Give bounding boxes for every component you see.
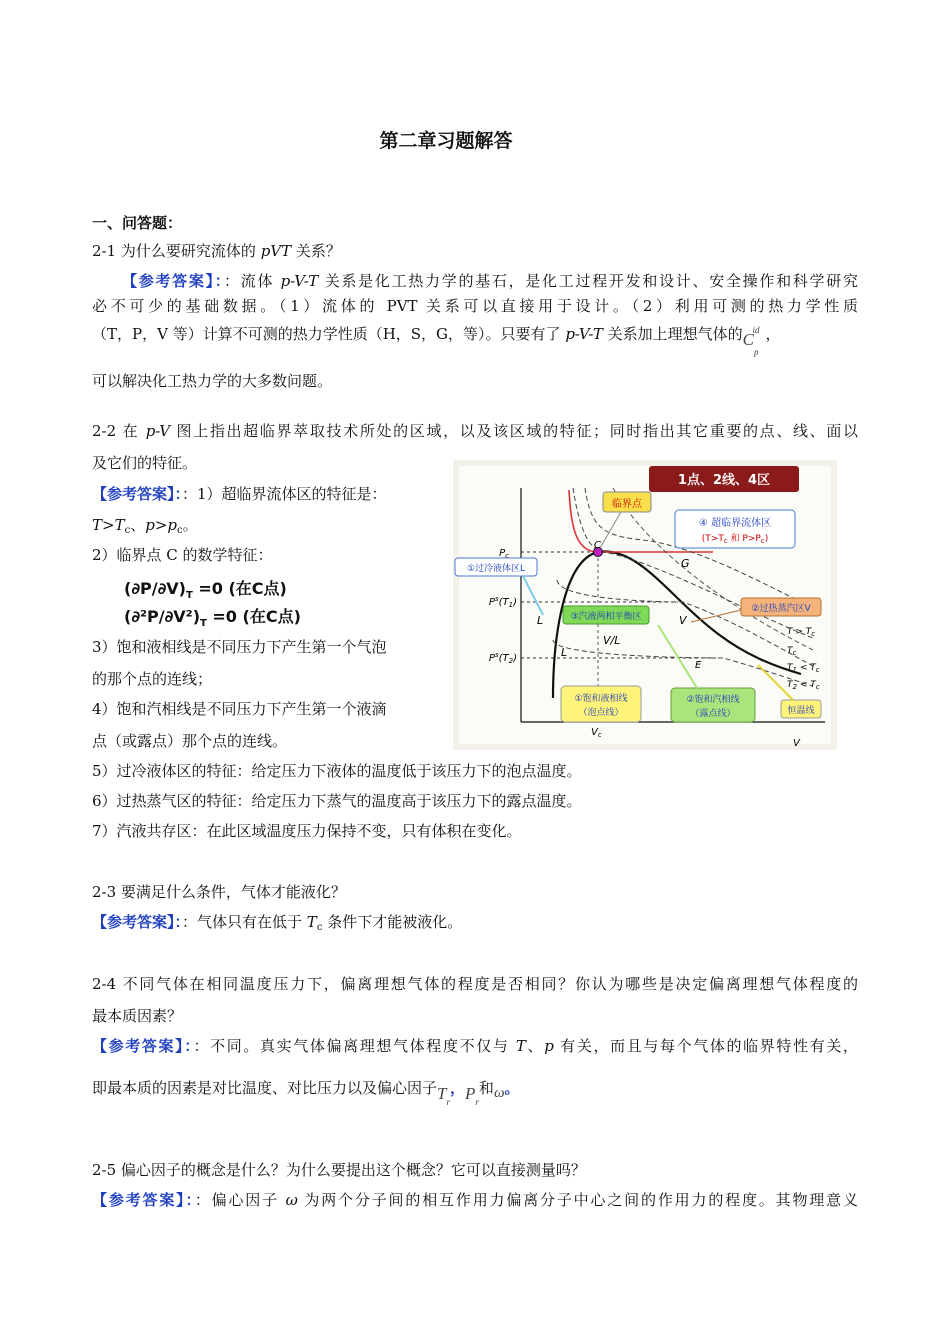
answer-2-1-line1: 【参考答案】：：流体 p-V-T 关系是化工热力学的基石，是化工过程开发和设计、安全操作和科学研究 [122, 272, 858, 290]
equation-2: $(\partial^2P/\partial V^2)_T =0$ (在C点) [124, 607, 301, 629]
g-label: G [681, 557, 690, 570]
question-2-5: 2-5 偏心因子的概念是什么？为什么要提出这个概念？它可以直接测量吗？ [92, 1161, 586, 1179]
section-heading: 一、问答题： [92, 214, 183, 232]
e-label: E [695, 660, 702, 671]
answer-2-2-3b: 的那个点的连线； [92, 670, 213, 688]
answer-2-4-line2: 即最本质的因素是对比温度、对比压力以及偏心因子$T_r$，$P_r$和ω。 [92, 1079, 520, 1107]
question-2-2-line1: 2-2 在 p-V 图上指出超临界萃取技术所处的区域，以及该区域的特征；同时指出其它重要的点、线、面以 [92, 422, 858, 440]
answer-2-2-6: 6）过热蒸气区的特征：给定压力下蒸气的温度高于该压力下的露点温度。 [92, 792, 582, 810]
answer-2-2-1: 【参考答案】：：1）超临界流体区的特征是： [92, 485, 387, 503]
superheated-label: ②过热蒸汽区V [751, 604, 811, 614]
question-2-1: 2-1 为什么要研究流体的 pVT 关系？ [92, 242, 341, 260]
isotherm-label-2: $T_c$ [787, 646, 797, 657]
l2-label: L [561, 646, 568, 659]
twophase-label: ③汽液两相平衡区 [570, 612, 642, 622]
satliq-label: ①饱和液相线 [574, 694, 628, 704]
satvap-sublabel: （露点线） [690, 709, 736, 719]
critical-point-label: 临界点 [612, 499, 642, 510]
answer-2-2-2: 2）临界点 C 的数学特征： [92, 546, 273, 564]
answer-2-2-4a: 4）饱和汽相线是不同压力下产生第一个液滴 [92, 700, 387, 718]
pc-label: $P_c$ [499, 548, 509, 560]
pv-diagram [453, 460, 837, 750]
v-point-label: V [679, 614, 687, 627]
question-2-4-line2: 最本质因素？ [92, 1007, 183, 1025]
isotherm-label-1: $T > T_c$ [787, 627, 816, 638]
isotherm-label-3: $T_1 < T_c$ [787, 663, 820, 674]
supercritical-label: ④ 超临界流体区 [698, 518, 772, 529]
vc-label: $V_c$ [591, 727, 602, 739]
ps1-label: $P^s(T_1)$ [488, 595, 517, 609]
answer-2-4-line1: 【参考答案】：：不同。真实气体偏离理想气体程度不仅与 T、p 有关，而且与每个气体的临界特性有关， [92, 1037, 858, 1055]
c-label: C [594, 540, 601, 551]
subcooled-label: ①过冷液体区L [466, 564, 526, 574]
question-2-4-line1: 2-4 不同气体在相同温度压力下，偏离理想气体的程度是否相同？你认为哪些是决定偏离理想气体程度的 [92, 975, 858, 993]
supercritical-condition: ($T>T_c$ 和 $P>P_c$) [701, 534, 769, 545]
banner-text: 1点、2线、4区 [677, 473, 771, 488]
answer-2-2-3a: 3）饱和液相线是不同压力下产生第一个气泡 [92, 638, 387, 656]
cp-symbol: C [742, 330, 755, 349]
l1-label: L [537, 614, 544, 627]
satliq-sublabel: （泡点线） [578, 708, 624, 718]
answer-2-2-5: 5）过冷液体区的特征：给定压力下液体的温度低于该压力下的泡点温度。 [92, 762, 582, 780]
answer-2-1-line2: 必不可少的基础数据。（1）流体的 PVT 关系可以直接用于设计。（2）利用可测的热力学性质 [92, 297, 858, 315]
satvap-label: ②饱和汽相线 [686, 695, 740, 705]
isotherm-label-4: $T_2 < T_c$ [787, 680, 820, 691]
question-2-2-line2: 及它们的特征。 [92, 454, 198, 472]
equation-1: $(\partial P/\partial V)_T =0$ (在C点) [124, 579, 287, 601]
v-axis-label: V [793, 738, 800, 749]
answer-2-1-line4: 可以解决化工热力学的大多数问题。 [92, 372, 333, 390]
answer-2-3: 【参考答案】：：气体只有在低于 $T_c$ 条件下才能被液化。 [92, 913, 463, 933]
answer-2-1-line3: （T，P，V 等）计算不可测的热力学性质（H，S，G，等）。只要有了 p-V-T 关系加上理想气体的$C_p^{id}$ ， [92, 325, 781, 357]
question-2-3: 2-3 要满足什么条件，气体才能液化？ [92, 883, 346, 901]
isotherm-label: 恒温线 [787, 706, 815, 716]
answer-2-2-cond: $T>T_c$、$p>p_c$。 [92, 516, 198, 536]
page-title: 第二章习题解答 [379, 130, 513, 152]
answer-2-5: 【参考答案】：：偏心因子 ω 为两个分子间的相互作用力偏离分子中心之间的作用力的程度。其物理意义 [92, 1191, 858, 1209]
vl-label: V/L [603, 634, 621, 647]
answer-tag: 【参考答案】： [122, 272, 225, 290]
answer-2-2-4b: 点（或露点）那个点的连线。 [92, 732, 288, 750]
ps2-label: $P^s(T_2)$ [488, 651, 517, 665]
answer-2-2-7: 7）汽液共存区：在此区域温度压力保持不变，只有体积在变化。 [92, 822, 522, 840]
